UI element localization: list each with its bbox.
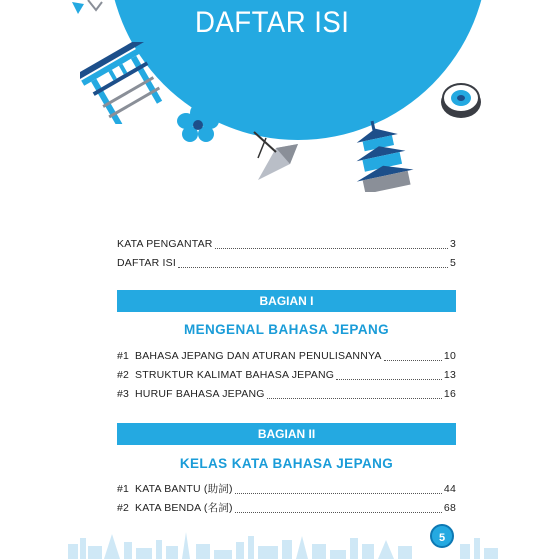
skyline-icon	[0, 530, 559, 559]
toc-entry-number: #1	[117, 350, 130, 362]
dot-leader	[384, 359, 442, 361]
toc-entry[interactable]	[117, 254, 456, 273]
dot-leader	[215, 247, 448, 249]
toc-entry-page: 13	[443, 369, 456, 381]
toc-entry-page: 16	[443, 388, 456, 400]
dot-leader	[235, 511, 442, 513]
front-matter-list	[117, 235, 456, 273]
toc-entry-page: 44	[443, 483, 456, 495]
toc-entry-page: 5	[449, 257, 456, 269]
toc-entry-number: #2	[117, 369, 130, 381]
toc-entry-title: STRUKTUR KALIMAT BAHASA JEPANG	[135, 369, 335, 381]
part-1-heading: MENGENAL BAHASA JEPANG	[183, 322, 390, 337]
dot-leader	[178, 266, 448, 268]
toc-entry-page: 68	[443, 502, 456, 514]
toc-entry-number: #3	[117, 388, 130, 400]
toc-entry-title: KATA BANTU (助詞)	[135, 483, 233, 495]
toc-entry-title: HURUF BAHASA JEPANG	[135, 388, 265, 400]
part-1-list	[117, 347, 456, 404]
dot-leader	[267, 397, 442, 399]
toc-entry[interactable]	[117, 385, 456, 404]
toc-entry[interactable]	[117, 480, 456, 499]
toc-entry[interactable]	[117, 235, 456, 254]
dot-leader	[235, 492, 442, 494]
part-1-bar: BAGIAN I	[117, 290, 456, 312]
toc-entry-title: KATA BENDA (名詞)	[135, 502, 233, 514]
flower-icon	[174, 104, 222, 144]
pagoda-icon	[348, 120, 414, 192]
toc-entry-number: #1	[117, 483, 130, 495]
toc-entry[interactable]	[117, 347, 456, 366]
toc-entry-title: BAHASA JEPANG DAN ATURAN PENULISANNYA	[135, 350, 382, 362]
toc-entry-title: DAFTAR ISI	[117, 257, 176, 269]
toc-entry[interactable]	[117, 499, 456, 518]
toc-entry-title: KATA PENGANTAR	[117, 238, 213, 250]
toc-entry-number: #2	[117, 502, 130, 514]
page-number-badge: 5	[430, 524, 454, 548]
kite-icon	[68, 0, 104, 22]
toc-entry-page: 10	[443, 350, 456, 362]
toc-entry[interactable]	[117, 366, 456, 385]
torii-gate-icon	[80, 42, 166, 124]
paper-fan-icon	[250, 128, 304, 184]
dot-leader	[336, 378, 442, 380]
part-2-list	[117, 480, 456, 518]
part-2-bar: BAGIAN II	[117, 423, 456, 445]
page-title: DAFTAR ISI	[195, 6, 350, 39]
sushi-roll-icon	[438, 78, 484, 122]
part-2-heading: KELAS KATA BAHASA JEPANG	[179, 456, 394, 471]
toc-entry-page: 3	[449, 238, 456, 250]
